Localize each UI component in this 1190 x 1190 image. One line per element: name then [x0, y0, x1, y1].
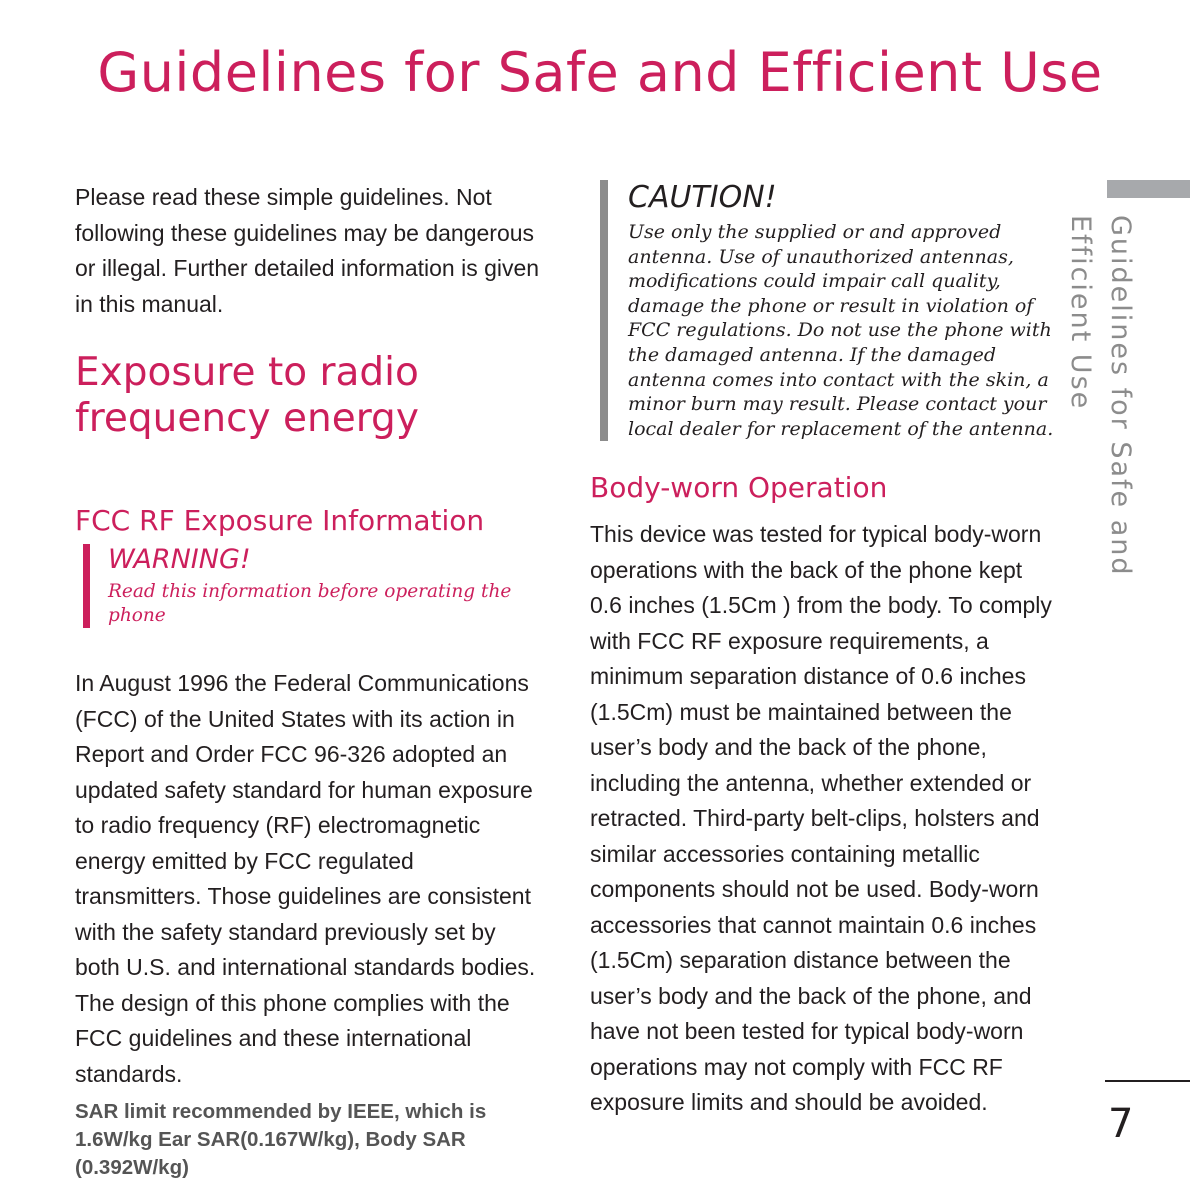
caution-heading: CAUTION!	[628, 180, 777, 215]
fcc-body-paragraph: In August 1996 the Federal Communications (FCC) of the United States with its action in Report and Order FCC 96-326 adopted an updated safety standard for human exposure to radio frequency (RF) electromagnetic energy emitted by FCC regulated transmitters. Those guidelines are consistent with the safety standard previously set by both U.S. and international standards bodies. The design of this phone complies with the FCC guidelines and these international standards.	[75, 670, 536, 1087]
left-column	[75, 180, 545, 1182]
warning-text: Read this information before operating the phone	[108, 581, 512, 626]
right-column	[590, 180, 1060, 1121]
body-worn-subheading: Body-worn Operation	[590, 471, 888, 505]
warning-heading: WARNING!	[108, 544, 251, 575]
body-worn-paragraph: This device was tested for typical body-worn operations with the back of the phone kept 0.6 inches (1.5Cm ) from the body. To comply with FCC RF exposure requirements, a minimum separation distance of 0.6 inches (1.5Cm) must be maintained between the user’s body and the back of the phone, including the antenna, whether extended or retracted. Third-party belt-clips, holsters and similar accessories containing metallic components should not be used. Body-worn accessories that cannot maintain 0.6 inches (1.5Cm) separation distance between the user’s body and the back of the phone, and have not been tested for typical body-worn operations may not comply with FCC RF exposure limits and should be avoided.	[590, 521, 1052, 1116]
section-heading: Exposure to radio frequency energy	[75, 350, 419, 441]
caution-box	[600, 180, 1060, 441]
page-number: 7	[1108, 1101, 1134, 1147]
fcc-rf-subheading: FCC RF Exposure Information	[75, 504, 485, 537]
sar-limit-note: SAR limit recommended by IEEE, which is 1.6W/kg Ear SAR(0.167W/kg), Body SAR (0.392W/kg)	[75, 1100, 487, 1179]
intro-paragraph: Please read these simple guidelines. Not following these guidelines may be dangerous or illegal. Further detailed information is given in this manual.	[75, 184, 540, 317]
side-tab-label: Guidelines for Safe and Efficient Use	[1065, 215, 1136, 577]
warning-box	[83, 544, 545, 628]
caution-text: Use only the supplied or and approved antenna. Use of unauthorized antennas, modifications could impair call quality, damage the phone or result in violation of FCC regulations. Do not use the phone with the damaged antenna. If the damaged antenna comes into contact with the skin, a minor burn may result. Please contact your local dealer for replacement of the antenna.	[628, 221, 1054, 440]
side-tab-bar	[1107, 180, 1190, 198]
page-title: Guidelines for Safe and Efficient Use	[97, 41, 1103, 104]
page-number-rule	[1105, 1080, 1190, 1082]
